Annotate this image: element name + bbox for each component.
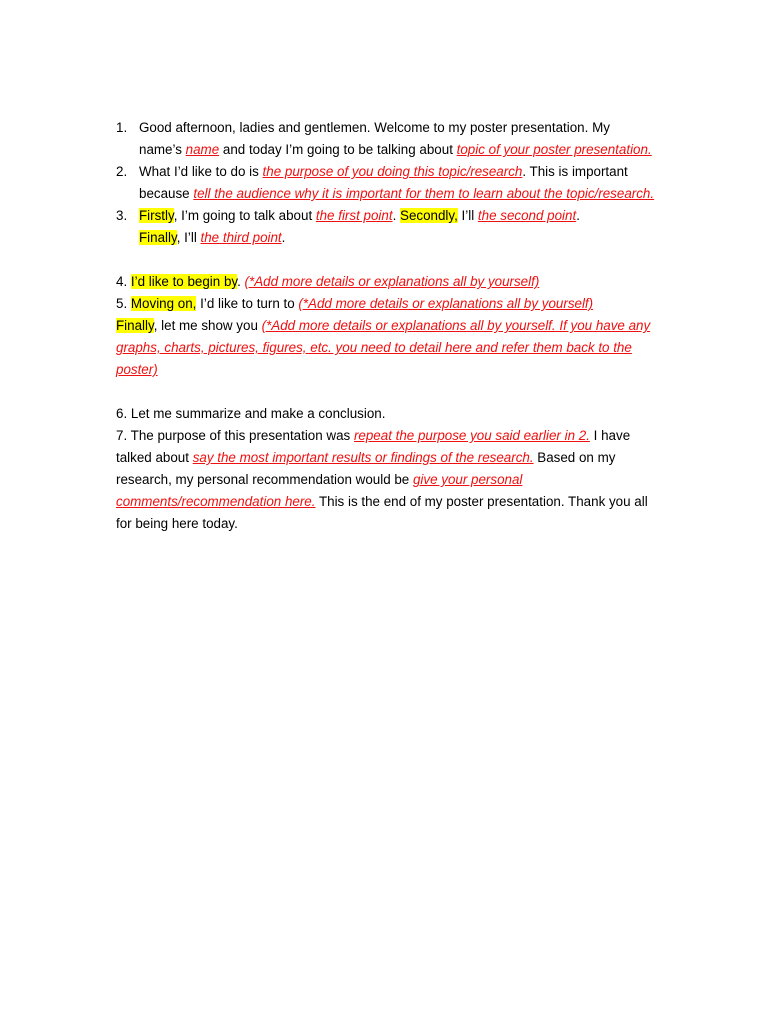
text-span: What I’d like to do is bbox=[139, 164, 263, 179]
placeholder-purpose: the purpose of you doing this topic/research bbox=[262, 164, 523, 179]
text-span: , I’m going to talk about bbox=[173, 208, 316, 223]
highlight-firstly: Firstly bbox=[139, 208, 174, 223]
item-number: 2. bbox=[116, 164, 128, 179]
placeholder-details: (*Add more details or explanations all by yourself) bbox=[244, 274, 540, 289]
text-span: Based on my research, my personal recommendation would be bbox=[116, 450, 616, 487]
text-span: , let me show you bbox=[153, 318, 262, 333]
text-span: 7. The purpose of this presentation was bbox=[116, 428, 354, 443]
text-span: Good afternoon, ladies and gentlemen. Welcome to my poster presentation. My name’s bbox=[139, 120, 610, 157]
placeholder-repeat-purpose: repeat the purpose you said earlier in 2. bbox=[353, 428, 590, 443]
item-3 bbox=[116, 205, 656, 249]
highlight-begin-by: I’d like to begin by bbox=[130, 274, 238, 289]
highlight-finally: Finally bbox=[139, 230, 177, 245]
item-number: 5. bbox=[116, 296, 131, 311]
text-span: . bbox=[281, 230, 286, 245]
item-7 bbox=[116, 425, 656, 535]
text-span: . bbox=[392, 208, 401, 223]
item-number: 3. bbox=[116, 208, 128, 223]
document-page bbox=[116, 117, 656, 535]
placeholder-importance: tell the audience why it is important for them to learn about the topic/research. bbox=[193, 186, 655, 201]
text-span: I’d like to turn to bbox=[196, 296, 299, 311]
text-span: This is the end of my poster presentation. Thank you all for being here today. bbox=[116, 494, 648, 531]
placeholder-second-point: the second point bbox=[477, 208, 577, 223]
placeholder-topic: topic of your poster presentation. bbox=[456, 142, 652, 157]
highlight-moving-on: Moving on, bbox=[130, 296, 197, 311]
item-5 bbox=[116, 293, 656, 381]
placeholder-graphs: (*Add more details or explanations all by yourself. If you have any graphs, charts, pictures, figures, etc. you need to detail here and refer them back to the poster) bbox=[116, 318, 651, 377]
text-span: . This is important because bbox=[139, 164, 628, 201]
item-1 bbox=[116, 117, 656, 161]
paragraph-gap bbox=[116, 381, 656, 403]
placeholder-third-point: the third point bbox=[200, 230, 282, 245]
text-span: and today I’m going to be talking about bbox=[219, 142, 457, 157]
item-4 bbox=[116, 271, 656, 293]
item-2 bbox=[116, 161, 656, 205]
text-span: 6. Let me summarize and make a conclusion. bbox=[116, 406, 386, 421]
placeholder-name: name bbox=[185, 142, 220, 157]
item-6 bbox=[116, 403, 656, 425]
text-span: . bbox=[576, 208, 580, 223]
placeholder-first-point: the first point bbox=[315, 208, 393, 223]
item-number: 1. bbox=[116, 120, 128, 135]
placeholder-details: (*Add more details or explanations all by yourself) bbox=[298, 296, 594, 311]
placeholder-recommendation: give your personal comments/recommendation here. bbox=[116, 472, 523, 509]
highlight-finally: Finally bbox=[116, 318, 154, 333]
text-span: I have talked about bbox=[116, 428, 631, 465]
text-span: I’ll bbox=[457, 208, 478, 223]
highlight-secondly: Secondly, bbox=[400, 208, 458, 223]
text-span: , I’ll bbox=[176, 230, 201, 245]
paragraph-gap bbox=[116, 249, 656, 271]
item-number: 4. bbox=[116, 274, 131, 289]
text-span: . bbox=[237, 274, 245, 289]
placeholder-results: say the most important results or findings of the research. bbox=[192, 450, 534, 465]
